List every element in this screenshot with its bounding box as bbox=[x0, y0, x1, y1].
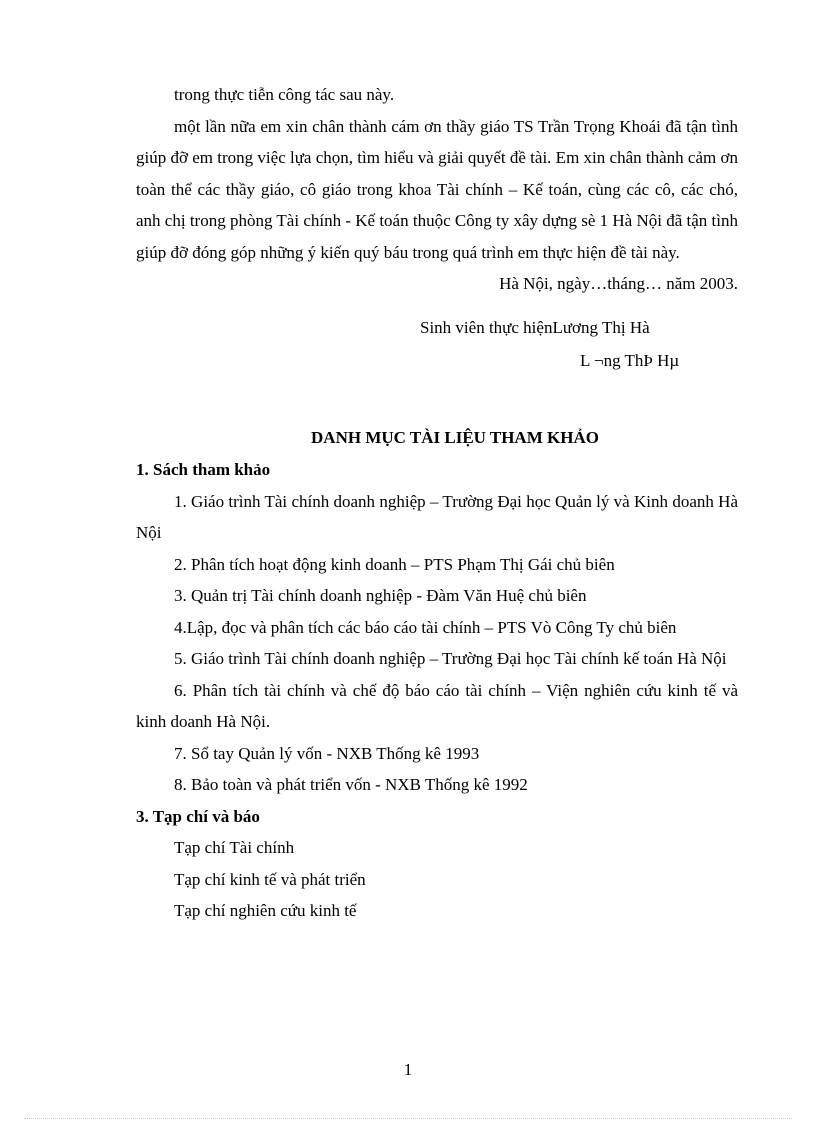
journal-item: Tạp chí nghiên cứu kinh tế bbox=[174, 901, 357, 920]
page-bottom-divider bbox=[24, 1118, 792, 1119]
reference-item: 1. Giáo trình Tài chính doanh nghiệp – Trường Đại học Quản lý và Kinh doanh Hà Nội bbox=[136, 491, 738, 542]
reference-item: 5. Giáo trình Tài chính doanh nghiệp – Trường Đại học Tài chính kế toán Hà Nội bbox=[174, 649, 727, 668]
reference-item: 6. Phân tích tài chính và chế độ báo cáo tài chính – Viện nghiên cứu kinh tế và kinh doanh Hà Nội. bbox=[136, 680, 738, 731]
reference-item: 2. Phân tích hoạt động kinh doanh – PTS Phạm Thị Gái chủ biên bbox=[174, 554, 615, 574]
references-section bbox=[136, 454, 738, 927]
page-number: 1 bbox=[403, 1060, 413, 1079]
acknowledgement-section bbox=[136, 79, 738, 300]
signature-label: Sinh viên thực hiệnLương Thị Hà bbox=[420, 318, 650, 337]
thanks-paragraph: một lần nữa em xin chân thành cám ơn thầy giáo TS Trần Trọng Khoái đã tận tình giúp đỡ em trong việc lựa chọn, tìm hiểu và giải quyết đề tài. Em xin chân thành cảm ơn toàn thể các thầy giáo, cô giáo trong khoa Tài chính – Kế toán, cùng các cô, các chó, anh chị trong phòng Tài chính - Kế toán thuộc Công ty xây dựng sè 1 Hà Nội đã tận tình giúp đỡ đóng góp những ý kiến quý báu trong quá trình em thực hiện đề tài này. bbox=[136, 116, 738, 262]
reference-item: 3. Quản trị Tài chính doanh nghiệp - Đàm Văn Huệ chủ biên bbox=[174, 586, 587, 605]
date-line: Hà Nội, ngày…tháng… năm 2003. bbox=[499, 274, 738, 293]
signature-garbled: L ¬ng ThÞ Hµ bbox=[580, 351, 680, 370]
reference-item: 4.Lập, đọc và phân tích các báo cáo tài chính – PTS Vò Công Ty chủ biên bbox=[174, 617, 677, 637]
journal-item: Tạp chí Tài chính bbox=[174, 838, 295, 857]
references-title: DANH MỤC TÀI LIỆU THAM KHẢO bbox=[311, 428, 599, 447]
continuation-paragraph: trong thực tiễn công tác sau này. bbox=[174, 85, 395, 104]
books-heading: 1. Sách tham khảo bbox=[136, 460, 271, 479]
journal-item: Tạp chí kinh tế và phát triển bbox=[174, 869, 366, 889]
journals-heading: 3. Tạp chí và báo bbox=[136, 806, 260, 826]
reference-item: 8. Bảo toàn và phát triển vốn - NXB Thống kê 1992 bbox=[174, 775, 528, 794]
reference-item: 7. Sổ tay Quản lý vốn - NXB Thống kê 1993 bbox=[174, 743, 480, 763]
